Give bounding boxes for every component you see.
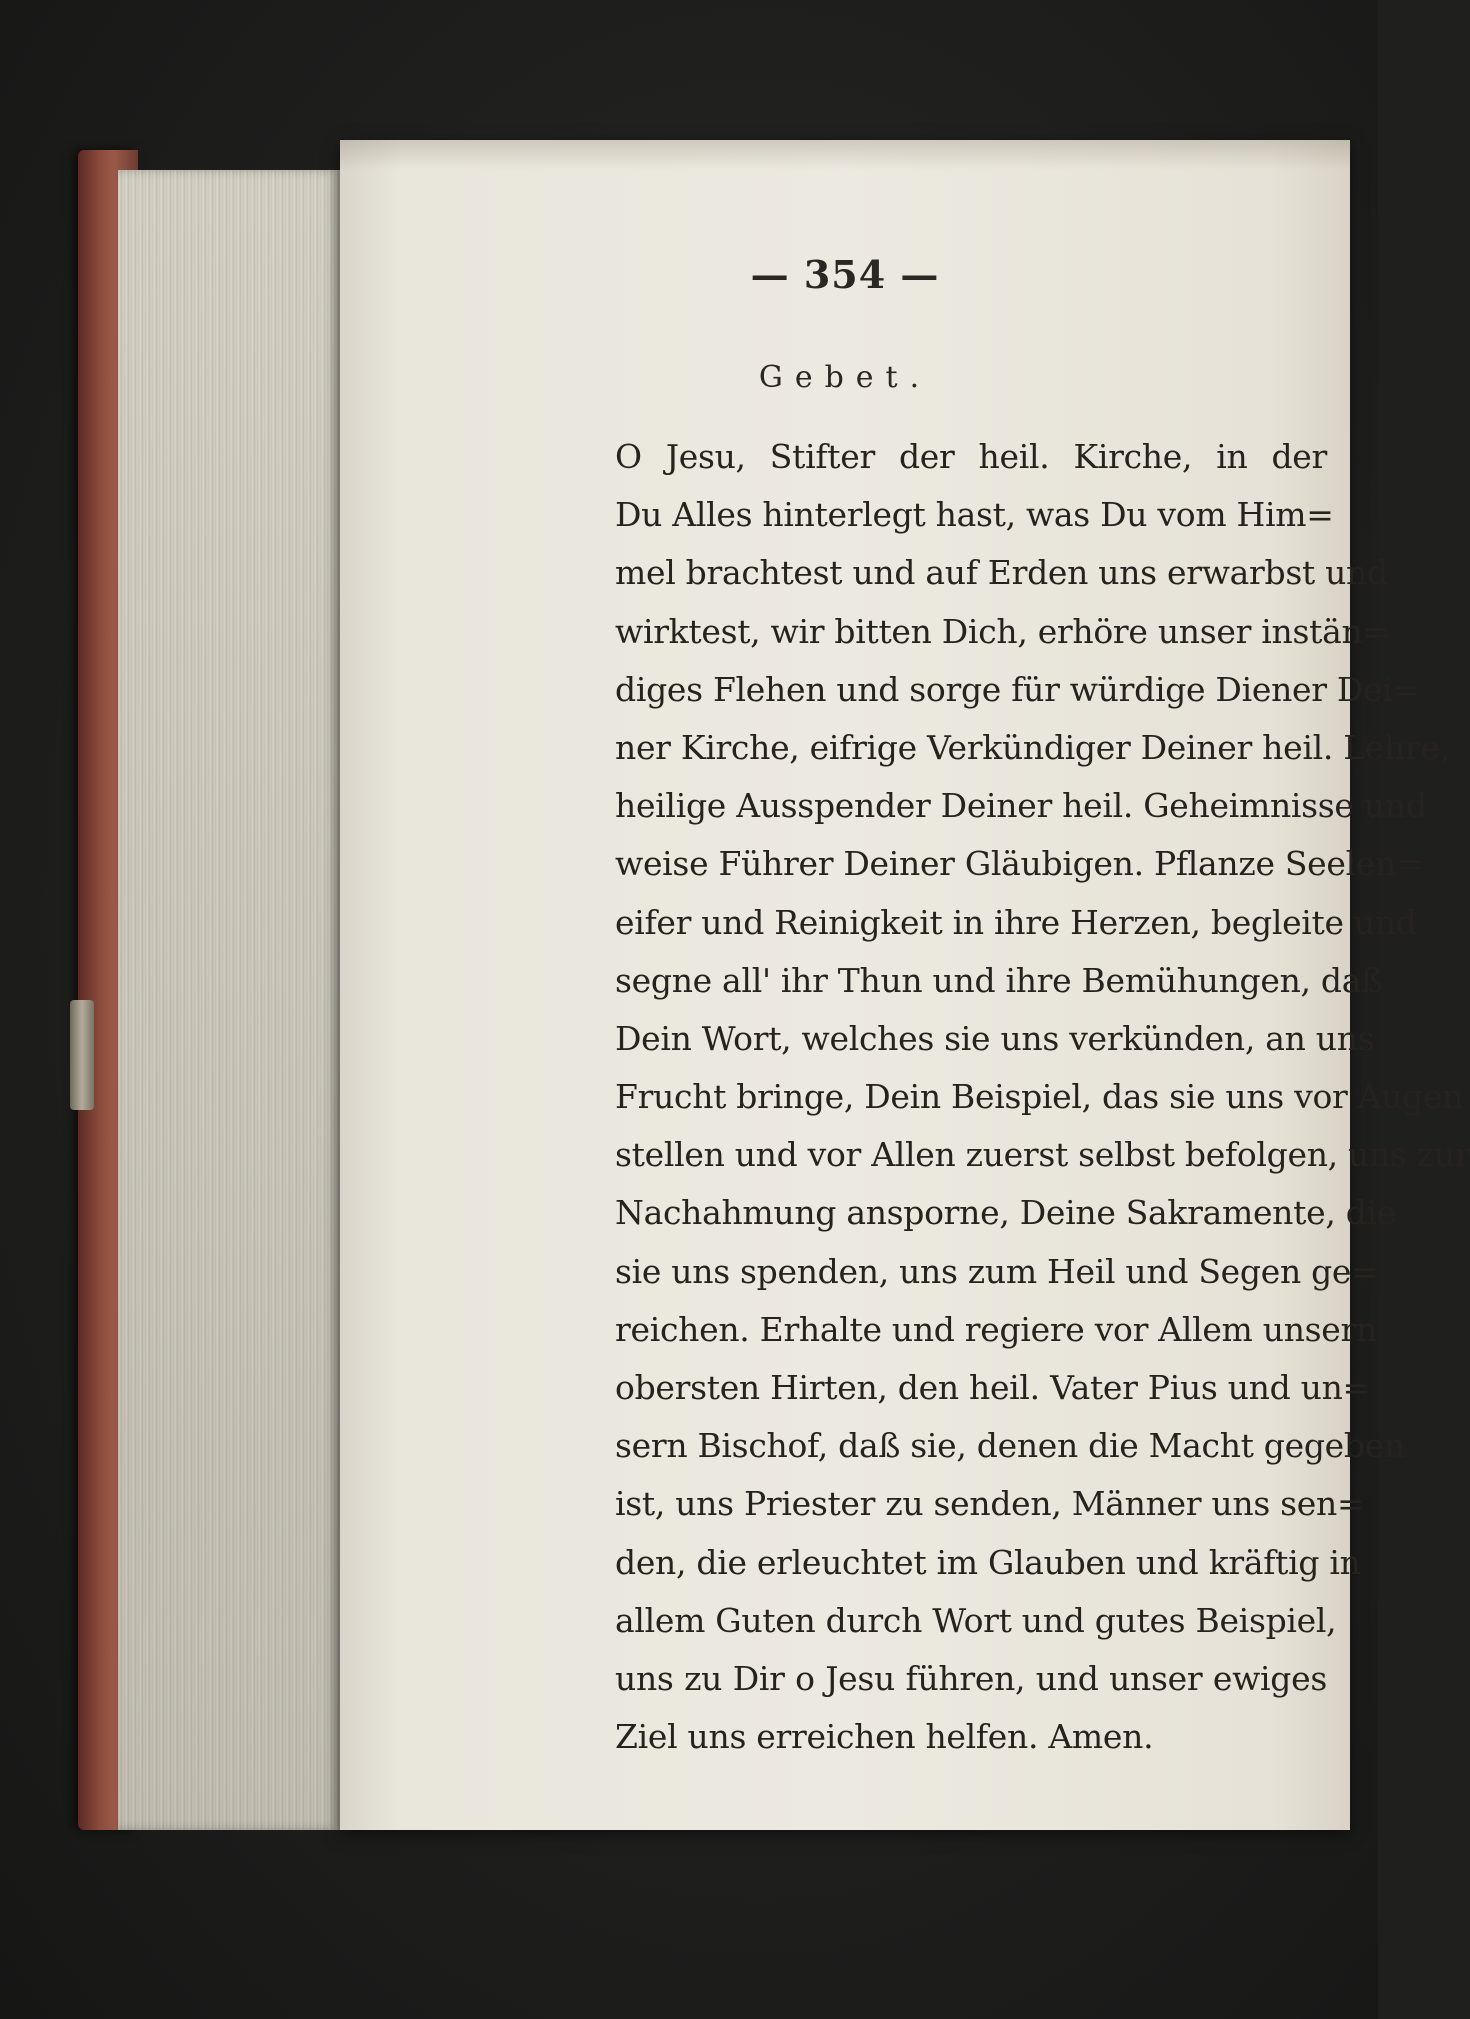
book-page — [340, 140, 1470, 1830]
text-line: stellen und vor Allen zuerst selbst befolgen, uns zur — [615, 1135, 1470, 1175]
text-line: ist, uns Priester zu senden, Männer uns sen= — [615, 1484, 1365, 1524]
text-line: Frucht bringe, Dein Beispiel, das sie uns vor Augen — [615, 1077, 1464, 1117]
text-line: obersten Hirten, den heil. Vater Pius und un= — [615, 1368, 1370, 1407]
text-line: eifer und Reinigkeit in ihre Herzen, begleite und — [615, 902, 1417, 942]
text-line: ner Kirche, eifrige Verkündiger Deiner heil. Lehre, — [615, 727, 1450, 767]
text-line: den, die erleuchtet im Glauben und kräftig in — [615, 1542, 1361, 1582]
text-line: Du Alles hinterlegt hast, was Du vom Him= — [615, 495, 1334, 535]
text-line: Dein Wort, welches sie uns verkünden, an uns — [615, 1018, 1375, 1058]
text-line-last: Ziel uns erreichen helfen. Amen. — [615, 1717, 1154, 1757]
text-line: heilige Ausspender Deiner heil. Geheimnisse und — [615, 786, 1427, 826]
text-line: mel brachtest und auf Erden uns erwarbst und — [615, 553, 1388, 593]
text-line: uns zu Dir o Jesu führen, und unser ewiges — [615, 1658, 1327, 1698]
text-line: segne all' ihr Thun und ihre Bemühungen, daß — [615, 960, 1383, 1000]
book-clasp — [70, 1000, 94, 1110]
text-line: weise Führer Deiner Gläubigen. Pflanze Seelen= — [615, 844, 1424, 884]
prayer-text — [615, 428, 1470, 1766]
page-content — [340, 140, 1470, 1830]
text-line: diges Flehen und sorge für würdige Diener Dei= — [615, 669, 1420, 709]
text-line: Nachahmung anspornе, Deine Sakramente, die — [615, 1193, 1397, 1233]
text-line: wirktest, wir bitten Dich, erhöre unser instän= — [615, 611, 1390, 651]
page-block-shade — [118, 170, 340, 1830]
text-line: reichen. Erhalte und regiere vor Allem unsern — [615, 1309, 1377, 1349]
page-number-header: — 354 — — [750, 252, 940, 297]
text-line: sie uns spenden, uns zum Heil und Segen ge= — [615, 1251, 1379, 1291]
text-line: O Jesu, Stifter der heil. Kirche, in der — [615, 437, 1327, 476]
text-line: sern Bischof, daß sie, denen die Macht gegeben — [615, 1426, 1405, 1466]
section-heading: Gebet. — [758, 360, 932, 395]
page-top-shadow — [340, 140, 1350, 170]
text-line: allem Guten durch Wort und gutes Beispiel, — [615, 1600, 1337, 1640]
